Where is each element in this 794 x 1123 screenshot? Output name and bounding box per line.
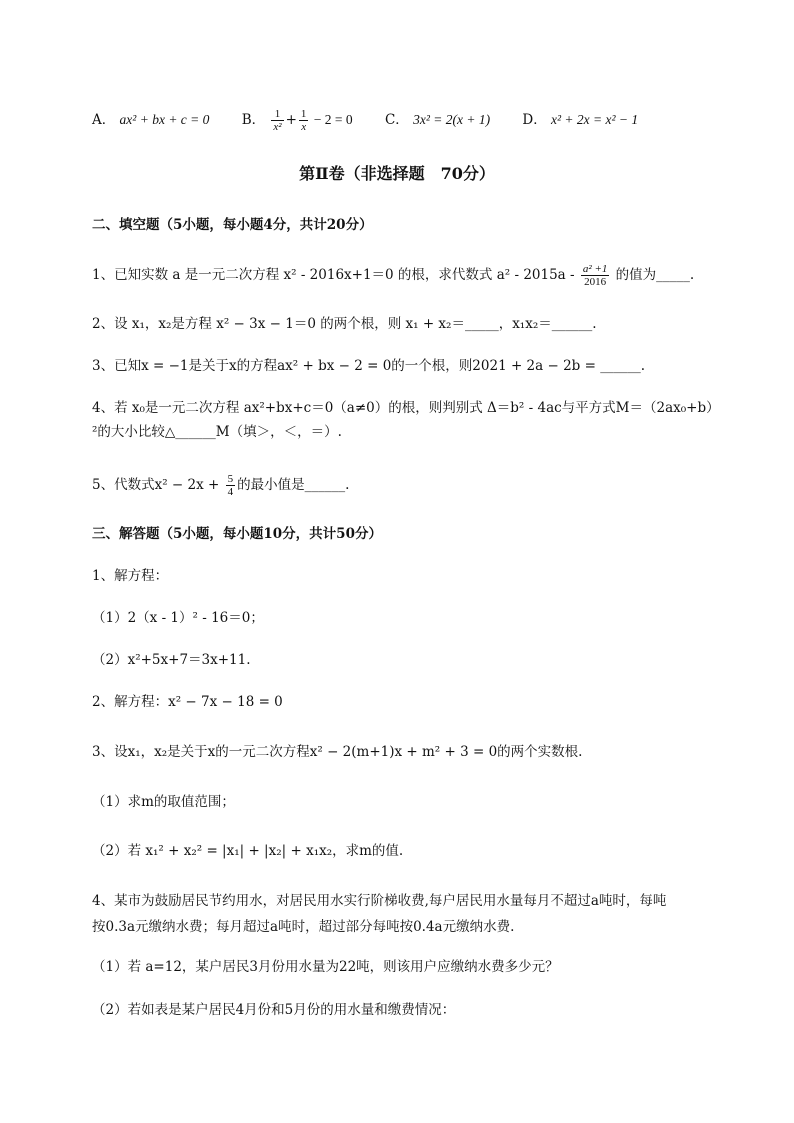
solve-problem-3a: （1）求m的取值范围； xyxy=(92,794,235,810)
option-b-frac2: $\frac{1}{x}$ xyxy=(300,108,307,133)
option-c-label: C． xyxy=(384,112,409,128)
q1-fraction xyxy=(581,263,609,288)
option-c-equation: 3x² = 2(x + 1) xyxy=(413,112,491,127)
fill-question-3: 3、已知x = −1是关于x的方程ax² + bx − 2 = 0的一个根，则2021 + 2a − 2b = ______. xyxy=(92,358,645,374)
option-b-frac1: $\frac{1}{\text{x²}}$ xyxy=(273,108,282,133)
section3-heading: 三、解答题（5小题，每小题10分，共计50分） xyxy=(92,526,382,542)
fill-question-4-line2: ²的大小比较△______M（填＞，＜，＝）. xyxy=(92,424,342,440)
q5-fraction xyxy=(226,473,236,498)
solve-problem-1a: （1）2（x - 1）² - 16＝0； xyxy=(92,610,264,626)
option-d-equation: x² + 2x = x² − 1 xyxy=(551,112,639,127)
option-a xyxy=(92,111,209,129)
solve-problem-4b: （2）若如表是某户居民4月份和5月份的用水量和缴费情况： xyxy=(92,1002,456,1018)
solve-problem-3b: （2）若 x₁² + x₂² = |x₁| + |x₂| + x₁x₂，求m的值. xyxy=(92,843,404,859)
section2-heading: 二、填空题（5小题，每小题4分，共计20分） xyxy=(92,217,373,233)
solve-problem-1: 1、解方程： xyxy=(92,568,169,584)
q5-text: 5、代数式x² − 2x + xyxy=(92,477,224,493)
option-a-label: A． xyxy=(92,112,116,128)
q5-frac-den: 4 xyxy=(227,486,234,498)
q1-frac-den: 2016 xyxy=(584,276,607,288)
q1-text: 1、已知实数 a 是一元二次方程 x² - 2016x+1＝0 的根，求代数式 a² - 2015a - xyxy=(92,267,579,283)
option-d xyxy=(522,111,638,129)
option-a-equation: ax² + bx + c = 0 xyxy=(119,112,210,127)
solve-problem-1b: （2）x²+5x+7＝3x+11. xyxy=(92,652,251,668)
solve-problem-4-line1: 4、某市为鼓励居民节约用水，对居民用水实行阶梯收费,每户居民用水量每月不超过a吨时，每吨 xyxy=(92,893,667,909)
options-row xyxy=(92,108,666,133)
fill-question-2: 2、设 x₁，x₂是方程 x² − 3x − 1＝0 的两个根，则 x₁ + x₂＝_____，x₁x₂＝______. xyxy=(92,316,597,332)
solve-problem-3: 3、设x₁，x₂是关于x的一元二次方程x² − 2(m+1)x + m² + 3 = 0的两个实数根. xyxy=(92,744,583,760)
q5-tail: 的最小值是______. xyxy=(237,477,350,493)
q1-frac-num: a² +1 xyxy=(582,263,608,275)
fill-question-5 xyxy=(92,473,349,498)
q1-tail: 的值为_____. xyxy=(611,267,695,283)
solve-problem-4-line2: 按0.3a元缴纳水费；每月超过a吨时，超过部分每吨按0.4a元缴纳水费. xyxy=(92,919,515,935)
fill-question-4-line1: 4、若 x₀是一元二次方程 ax²+bx+c＝0（a≠0）的根，则判别式 Δ＝b² - 4ac与平方式M＝（2ax₀+b） xyxy=(92,400,720,416)
q5-frac-num: 5 xyxy=(227,473,234,485)
option-c xyxy=(385,111,490,129)
solve-problem-2: 2、解方程：x² − 7x − 18 = 0 xyxy=(92,694,283,710)
part-title: 第Ⅱ卷（非选择题 70分） xyxy=(299,164,495,183)
option-d-label: D． xyxy=(522,112,547,128)
solve-problem-4a: （1）若 a=12，某户居民3月份用水量为22吨，则该用户应缴纳水费多少元？ xyxy=(92,959,559,975)
option-b-label: B． xyxy=(241,112,266,128)
fill-question-1 xyxy=(92,263,694,288)
option-b-tail: − 2 = 0 xyxy=(310,112,353,127)
option-b: B． $\frac{1}{\text{x²}}$ + $\frac{1}{x}$ − 2 = 0 xyxy=(241,108,353,133)
